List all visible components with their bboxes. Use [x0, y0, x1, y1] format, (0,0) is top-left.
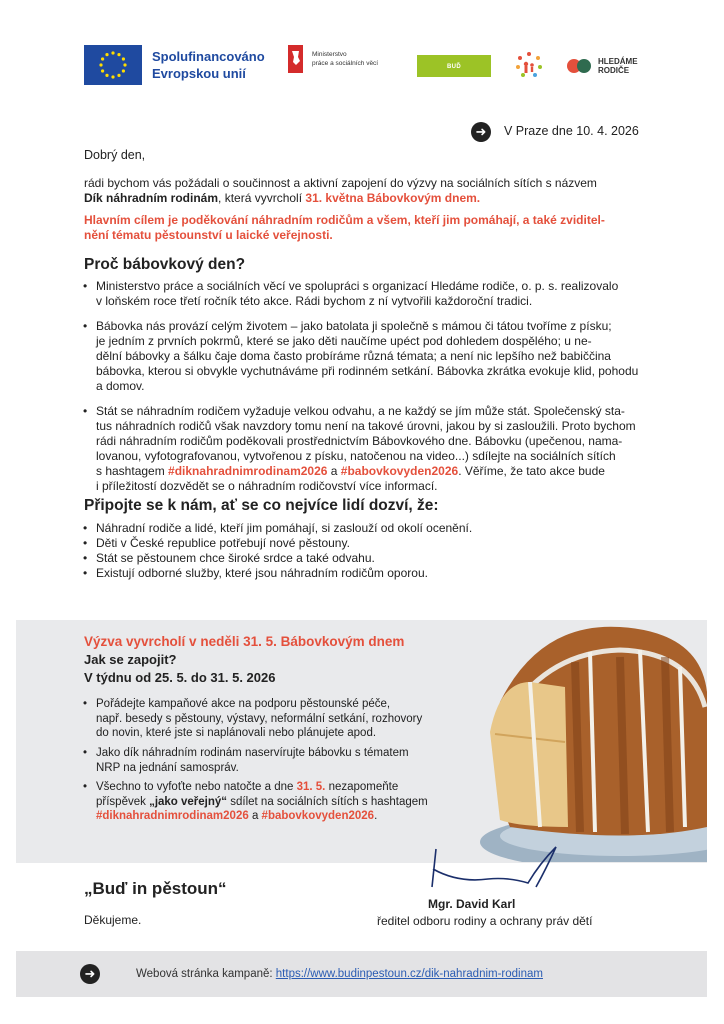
list-item: • Ministerstvo práce a sociálních věcí ve spolupráci s organizací Hledáme rodiče, o. p. s. realizovalo v loňském roce třetí ročník této akce. Rádi bychom z ní vytvořili každoroční tradici. — [81, 279, 691, 309]
campaign-website-link[interactable]: https://www.budinpestoun.cz/dik-nahradnim-rodinam — [275, 968, 543, 980]
greeting: Dobrý den, — [84, 148, 146, 162]
hledame-rodice-label: HLEDÁME RODIČE — [598, 57, 638, 75]
why-list — [81, 279, 691, 309]
bud-in-pestoun-logo: BUĎ IN PĚSTOUN — [417, 55, 491, 77]
box-title: Výzva vyvrcholí v neděli 31. 5. Bábovkovým dnem — [84, 634, 405, 649]
list-item: • Náhradní rodiče a lidé, kteří jim pomáhají, si zaslouží od okolí ocenění. — [81, 521, 691, 536]
section-heading-join: Připojte se k nám, ať se co nejvíce lidí dozví, že: — [84, 497, 439, 514]
list-item: • Bábovka nás provází celým životem – jako batolata ji společně s mámou či tátou tvoříme z písku; je jedním z prvních pokrmů, které se jako děti naučíme upéct pod dohledem dospělého; u ne- dělní bábovky a šálku čaje doma často probíráme různá témata; a není nic lepšího než babiččina bábovka, kterou si obvykle vychutnáváme při rodinném setkání. Bábovka zkrátka evokuje klid, pohodu a domov. — [81, 319, 691, 394]
handwritten-signature — [428, 843, 568, 898]
list-item: • Děti v České republice potřebují nové pěstouny. — [81, 536, 691, 551]
thanks-text: Děkujeme. — [84, 913, 142, 927]
join-list — [81, 521, 691, 581]
box-list-3 — [81, 780, 481, 824]
eu-flag-logo — [84, 45, 142, 85]
bundt-cake-image — [470, 622, 707, 862]
mpsv-label: Ministerstvo práce a sociálních věcí — [312, 51, 379, 67]
list-item: • Existují odborné služby, které jsou náhradním rodičům oporou. — [81, 566, 691, 581]
hledame-rodice-logo — [566, 58, 592, 74]
list-item: • Stát se pěstounem chce široké srdce a také odvahu. — [81, 551, 691, 566]
why-list-3 — [81, 404, 691, 494]
box-list-2 — [81, 746, 481, 775]
campaign-slogan: „Buď in pěstoun“ — [84, 879, 227, 898]
box-subtitle-how: Jak se zapojit? — [84, 652, 177, 667]
mpsv-lion-logo — [288, 45, 303, 73]
list-item: • Jako dík náhradním rodinám naservírujte bábovku s tématem NRP na jednání samospráv. — [81, 746, 481, 775]
list-item: • Stát se náhradním rodičem vyžaduje velkou odvahu, a ne každý se jím může stát. Společenský sta- tus náhradních rodičů však navzdory tomu není na takové úrovni, jakou by si zasloužili. Proto bychom rádi náhradním rodičům poděkovali prostřednictvím Bábovkového dne. Bábovku (upečenou, nama- lovanou, vyfotografovanou, vytvořenou z písku, natočenou na video...) sdílejte na sociálních sítích s hashtagem #diknahradnimrodinam2026 a #babovkovyden2026. Věříme, že tato akce bude i příležitostí dozvědět se o náhradním rodičovství více informací. — [81, 404, 691, 494]
list-item: • Pořádejte kampaňové akce na podporu pěstounské péče, např. besedy s pěstouny, výstavy, neformální setkání, rozhovory do novin, které jste si naplánovali nebo plánujete apod. — [81, 697, 481, 741]
arrow-right-icon: ➜ — [80, 964, 100, 984]
list-item: • Všechno to vyfoťte nebo natočte a dne 31. 5. nezapomeňte příspěvek „jako veřejný“ sdílet na sociálních sítích s hashtagem #diknahradnimrodinam2026 a #babovkovyden2026. — [81, 780, 481, 824]
letter-date: V Praze dne 10. 4. 2026 — [504, 124, 639, 138]
signatory-name: Mgr. David Karl — [428, 897, 516, 911]
box-subtitle-week: V týdnu od 25. 5. do 31. 5. 2026 — [84, 670, 276, 685]
arrow-right-icon: ➜ — [471, 122, 491, 142]
signatory-title: ředitel odboru rodiny a ochrany práv dětí — [377, 914, 593, 928]
campaign-website: Webová stránka kampaně: https://www.budinpestoun.cz/dik-nahradnim-rodinam — [136, 968, 543, 980]
family-flower-logo — [514, 50, 544, 80]
section-heading-why: Proč bábovkový den? — [84, 256, 246, 273]
why-list-2 — [81, 319, 691, 394]
box-list — [81, 697, 481, 741]
intro-paragraph: rádi bychom vás požádali o součinnost a aktivní zapojení do výzvy na sociálních sítích s názvem Dík náhradním rodinám, která vyvrcholí 31. května Bábovkovým dnem. — [84, 176, 597, 205]
goal-paragraph: Hlavním cílem je poděkování náhradním rodičům a všem, kteří jim pomáhají, a také zviditel- nění tématu pěstounství u laické veřejnosti. — [84, 213, 605, 242]
eu-cofinanced-label: Spolufinancováno Evropskou unií — [152, 49, 265, 81]
